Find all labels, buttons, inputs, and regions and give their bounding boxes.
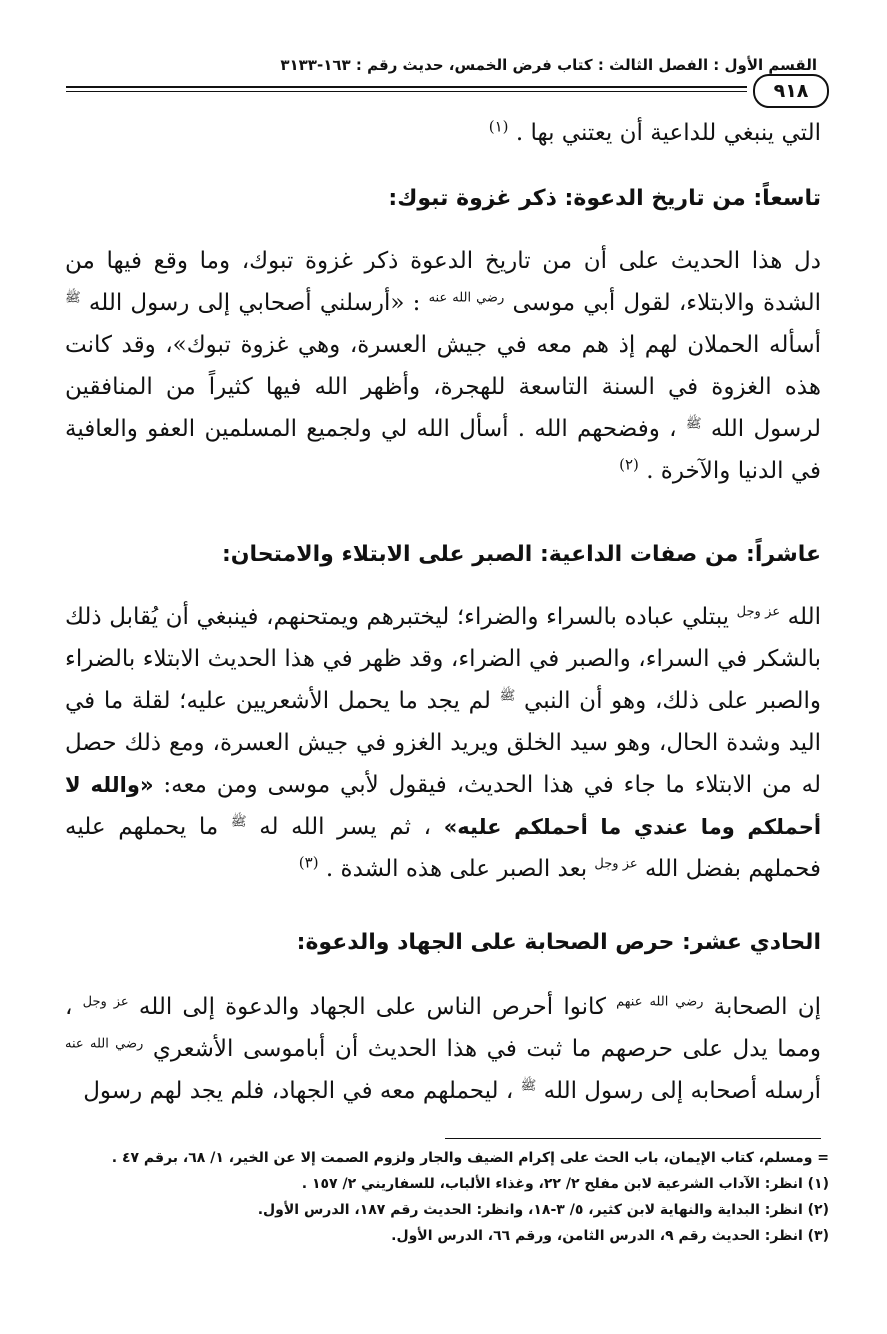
intro-text: التي ينبغي للداعية أن يعتني بها . (515, 120, 821, 146)
paragraph-text: بعد الصبر على هذه الشدة . (325, 856, 588, 882)
footnote-2: (٢) انظر: البداية والنهاية لابن كثير، ٥/ ٣-١٨، وانظر: الحديث رقم ١٨٧، الدرس الأول. (257, 1202, 829, 1218)
page-number: ٩١٨ (753, 74, 829, 108)
heading-ninth: تاسعاً: من تاريخ الدعوة: ذكر غزوة تبوك: (388, 186, 821, 211)
footnote-ref-3: (٣) (298, 853, 319, 872)
paragraph-text: ، ليحملهم معه في الجهاد، فلم يجد لهم رسول (83, 1078, 514, 1104)
heading-eleventh: الحادي عشر: حرص الصحابة على الجهاد والدعوة: (296, 930, 821, 955)
paragraph-tabuk (65, 240, 821, 492)
footnote-rule (445, 1138, 821, 1139)
honorific-salallahu: ﷺ (65, 290, 81, 306)
footnote-3: (٣) انظر: الحديث رقم ٩، الدرس الثامن، ورقم ٦٦، الدرس الأول. (391, 1228, 829, 1244)
footnote-ref-2: (٢) (619, 455, 639, 474)
honorific-radiallahu: رضي الله عنه (65, 1036, 144, 1052)
paragraph-patience (65, 596, 821, 890)
paragraph-companions (65, 986, 821, 1112)
honorific-radiallahu-anhum: رضي الله عنهم (616, 994, 704, 1010)
honorific-azzawajal: عز وجل (82, 994, 129, 1010)
paragraph-text: ، وفضحهم الله . أسأل الله لي ولجميع المسلمين العفو والعافية في الدنيا والآخرة . (65, 416, 821, 484)
paragraph-text: ، ثم يسر الله له (259, 814, 432, 840)
paragraph-text: أسأله الحملان لهم إذ هم معه في جيش العسرة، وهي غزوة تبوك»، وقد كانت هذه الغزوة في السنة التاسعة للهجرة، وأظهر الله فيها كثيراً من المنافقين لرسول الله (65, 332, 822, 442)
paragraph-text: يبتلي عباده بالسراء والضراء؛ ليختبرهم ويمتحنهم، فينبغي أن يُقابل ذلك بالشكر في السراء، والصبر في الضراء، وقد ظهر في هذا الحديث الابتلاء بالضراء والصبر على ذلك، وهو أن النبي (65, 604, 821, 714)
honorific-azzawajal: عز وجل (594, 856, 638, 872)
hadith-quote: «والله لا أحملكم وما عندي ما أحملكم عليه» (65, 773, 822, 839)
honorific-azzawajal: عز وجل (736, 604, 781, 620)
honorific-salallahu: ﷺ (520, 1078, 537, 1094)
paragraph-text: لم يجد ما يحمل الأشعريين عليه؛ لقلة ما في اليد وشدة الحال، وهو سيد الخلق ويريد الغزو في جيش العسرة، ومع ذلك حصل له من الابتلاء ما جاء في هذا الحديث، فيقول لأبي موسى ومن معه: (65, 688, 821, 798)
footnotes (59, 1145, 829, 1249)
footnote-1: (١) انظر: الآداب الشرعية لابن مفلح ٢/ ٢٢، وغذاء الألباب، للسفاريني ٢/ ١٥٧ . (301, 1176, 829, 1192)
paragraph-text: ، ومما يدل على حرصهم ما ثبت في هذا الحديث أن أباموسى الأشعري (65, 994, 821, 1062)
running-header: القسم الأول : الفصل الثالث : كتاب فرض الخمس، حديث رقم : ١٦٣-٣١٣٣ (280, 56, 817, 74)
paragraph-text: : «أرسلني أصحابي إلى رسول الله (88, 290, 421, 316)
honorific-salallahu: ﷺ (230, 814, 247, 830)
heading-tenth: عاشراً: من صفات الداعية: الصبر على الابتلاء والامتحان: (221, 542, 821, 567)
paragraph-text: إن الصحابة (713, 994, 822, 1020)
paragraph-text: ما يحملهم عليه فحملهم بفضل الله (65, 814, 821, 882)
honorific-salallahu: ﷺ (499, 688, 516, 704)
paragraph-text: كانوا أحرص الناس على الجهاد والدعوة إلى الله (138, 994, 606, 1020)
honorific-salallahu: ﷺ (685, 416, 702, 432)
honorific-radiallahu: رضي الله عنه (428, 290, 505, 306)
paragraph-text: الله (787, 604, 821, 630)
paragraph-text: أرسله أصحابه إلى رسول الله (543, 1078, 821, 1104)
paragraph-text: دل هذا الحديث على أن من تاريخ الدعوة ذكر غزوة تبوك، وما وقع فيها من الشدة والابتلاء، لقول أبي موسى (65, 248, 821, 316)
footnote-continuation: = ومسلم، كتاب الإيمان، باب الحث على إكرام الضيف والجار ولزوم الصمت إلا عن الخير، ١/ ٦٨، برقم ٤٧ . (111, 1150, 829, 1166)
intro-paragraph-tail (65, 112, 821, 154)
footnote-ref-1: (١) (488, 117, 509, 136)
header-rule (66, 86, 747, 92)
